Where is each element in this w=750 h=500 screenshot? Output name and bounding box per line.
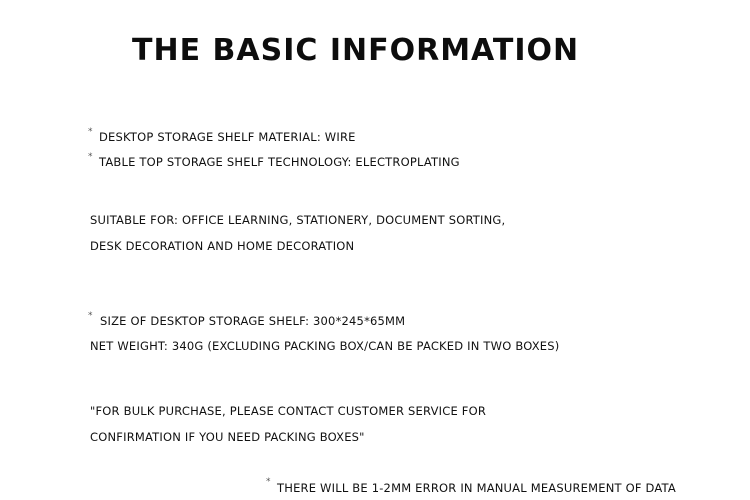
bullet-material: * xyxy=(88,127,93,137)
bulk-purchase-line-2: CONFIRMATION IF YOU NEED PACKING BOXES" xyxy=(90,430,365,444)
bullet-technology: * xyxy=(88,152,93,162)
size-line: SIZE OF DESKTOP STORAGE SHELF: 300*245*65MM xyxy=(100,314,406,328)
suitable-line-2: DESK DECORATION AND HOME DECORATION xyxy=(90,239,355,253)
bullet-error-note: * xyxy=(266,477,271,487)
technology-line: TABLE TOP STORAGE SHELF TECHNOLOGY: ELECTROPLATING xyxy=(99,155,460,169)
bullet-size: * xyxy=(88,311,93,321)
bulk-purchase-line-1: "FOR BULK PURCHASE, PLEASE CONTACT CUSTOMER SERVICE FOR xyxy=(90,404,487,418)
weight-line: NET WEIGHT: 340G (EXCLUDING PACKING BOX/CAN BE PACKED IN TWO BOXES) xyxy=(90,339,560,353)
suitable-line-1: SUITABLE FOR: OFFICE LEARNING, STATIONERY, DOCUMENT SORTING, xyxy=(90,213,506,227)
material-line: DESKTOP STORAGE SHELF MATERIAL: WIRE xyxy=(99,130,356,144)
page-title: THE BASIC INFORMATION xyxy=(132,33,580,68)
error-note-line: THERE WILL BE 1-2MM ERROR IN MANUAL MEASUREMENT OF DATA xyxy=(277,481,676,495)
